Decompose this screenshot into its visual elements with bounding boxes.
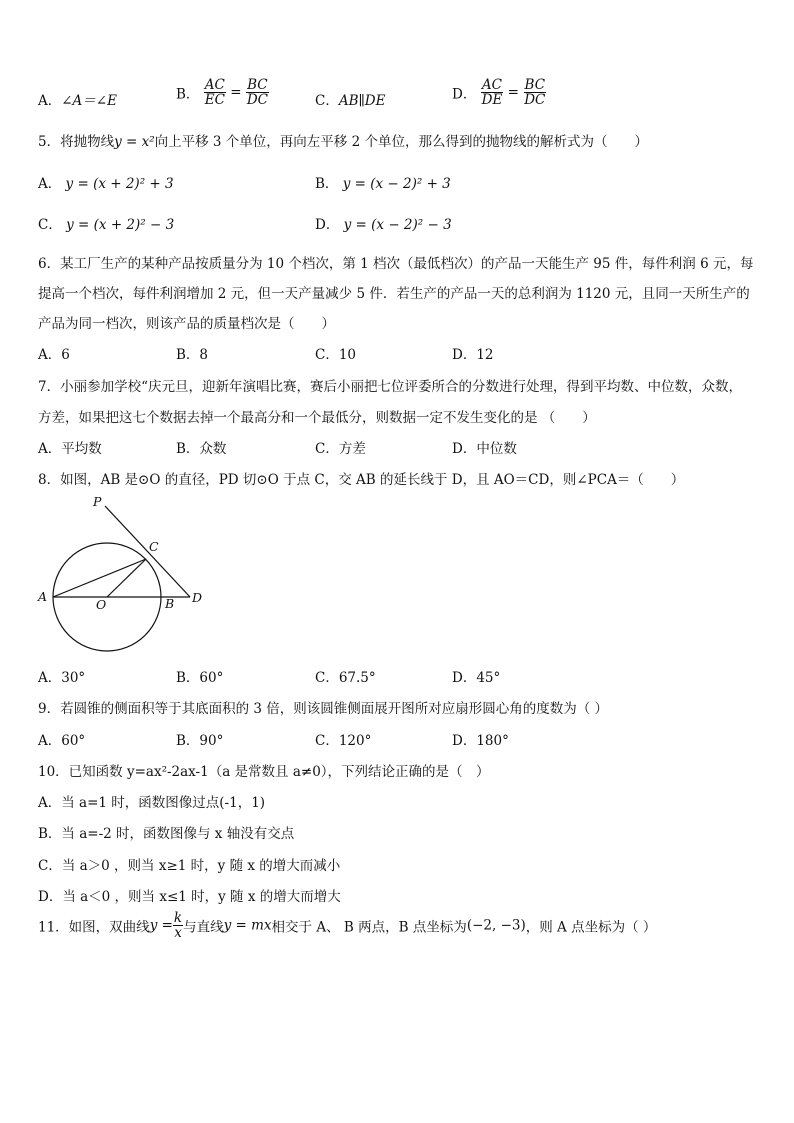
q6-stem-line-3: 产品为同一档次，则该产品的质量档次是（ ） bbox=[38, 316, 335, 332]
q10-option-b: B．当 a=-2 时，函数图像与 x 轴没有交点 bbox=[38, 826, 295, 842]
q5-option-b: B． y = (x − 2)² + 3 bbox=[315, 176, 451, 192]
q6-option-b: B．8 bbox=[176, 347, 209, 363]
q8-option-d: D．45° bbox=[452, 670, 501, 686]
q4-d-fraction-2: $\frac{BC}{DC}$ bbox=[524, 77, 546, 109]
q7-stem-line-1: 7．小丽参加学校“庆元旦，迎新年演唱比赛，赛后小丽把七位评委所合的分数进行处理，得到平均数、中位数，众数， bbox=[38, 379, 742, 395]
q4-d-label: D． bbox=[452, 86, 477, 103]
q4-option-b: B． $\frac{AC}{EC}$ = $\frac{BC}{DC}$ bbox=[176, 77, 268, 109]
q7-option-a: A．平均数 bbox=[38, 441, 102, 457]
label-o: O bbox=[96, 597, 107, 612]
q4-a-label: A． bbox=[38, 93, 62, 109]
q7-stem-line-2: 方差，如果把这七个数据去掉一个最高分和一个最低分，则数据一定不发生变化的是 （ ） bbox=[38, 410, 596, 426]
segment-ac bbox=[53, 559, 146, 597]
tangent-pd bbox=[105, 506, 190, 597]
q10-option-d: D．当 a＜0 ，则当 x≤1 时，y 随 x 的增大而增大 bbox=[38, 889, 341, 905]
q6-option-d: D．12 bbox=[452, 347, 494, 363]
q8-stem: 8．如图，AB 是⊙O 的直径，PD 切⊙O 于点 C，交 AB 的延长线于 D，且 AO＝CD，则∠PCA＝（ ） bbox=[38, 472, 685, 488]
q9-option-a: A．60° bbox=[38, 733, 86, 749]
q11-stem: 11．如图，双曲线y = $\frac{k}{x}$ 与直线y = mx相交于 A、 B 两点，B 点坐标为(−2, −3)，则 A 点坐标为（ ） bbox=[38, 910, 657, 942]
q4-d-fraction-1: $\frac{AC}{DE}$ bbox=[481, 77, 503, 109]
q9-option-d: D．180° bbox=[452, 733, 509, 749]
label-d: D bbox=[192, 590, 203, 605]
q11-k-over-x: $\frac{k}{x}$ bbox=[173, 910, 183, 942]
q4-option-c bbox=[315, 89, 385, 109]
q7-option-d: D．中位数 bbox=[452, 441, 517, 457]
q9-option-c: C．120° bbox=[315, 733, 372, 749]
q8-option-c: C．67.5° bbox=[315, 670, 376, 686]
label-p: P bbox=[93, 494, 102, 509]
q6-stem-line-1: 6．某工厂生产的某种产品按质量分为 10 个档次，第 1 档次（最低档次）的产品一天能生产 95 件，每件利润 6 元，每 bbox=[38, 256, 754, 272]
q7-option-c: C．方差 bbox=[315, 441, 366, 457]
q4-c-text: AB∥DE bbox=[338, 93, 386, 109]
q6-option-c: C．10 bbox=[315, 347, 357, 363]
q5-stem: 5．将抛物线y = x²向上平移 3 个单位，再向左平移 2 个单位，那么得到的抛物线的解析式为（ ） bbox=[38, 134, 648, 150]
q7-option-b: B．众数 bbox=[176, 441, 227, 457]
q10-stem: 10．已知函数 y=ax²-2ax-1（a 是常数且 a≠0），下列结论正确的是（ ） bbox=[38, 764, 490, 780]
q8-option-a: A．30° bbox=[38, 670, 86, 686]
q5-option-d: D． y = (x − 2)² − 3 bbox=[315, 217, 452, 233]
q9-stem: 9．若圆锥的侧面积等于其底面积的 3 倍，则该圆锥侧面展开图所对应扇形圆心角的度数为（ ） bbox=[38, 701, 609, 717]
q4-b-fraction-2: $\frac{BC}{DC}$ bbox=[246, 77, 268, 109]
label-b: B bbox=[165, 596, 175, 611]
q4-option-a bbox=[38, 89, 117, 109]
q10-option-a: A．当 a=1 时，函数图像过点(-1，1) bbox=[38, 795, 266, 811]
q4-a-text: ∠A＝∠E bbox=[61, 93, 117, 109]
q4-option-d: D． $\frac{AC}{DE}$ = $\frac{BC}{DC}$ bbox=[452, 77, 546, 109]
label-a: A bbox=[38, 589, 48, 604]
q5-option-c: C． y = (x + 2)² − 3 bbox=[38, 217, 175, 233]
q8-option-b: B．60° bbox=[176, 670, 224, 686]
segment-oc bbox=[107, 559, 146, 597]
q5-option-a: A． y = (x + 2)² + 3 bbox=[38, 176, 174, 192]
q9-option-b: B．90° bbox=[176, 733, 224, 749]
q8-geometry-figure bbox=[30, 490, 220, 660]
label-c: C bbox=[149, 539, 159, 554]
q10-option-c: C．当 a＞0 ，则当 x≥1 时，y 随 x 的增大而减小 bbox=[38, 858, 341, 874]
q4-b-fraction-1: $\frac{AC}{EC}$ bbox=[204, 77, 225, 109]
q4-c-label: C． bbox=[315, 93, 339, 109]
q5-parabola-formula: y = x² bbox=[114, 134, 155, 150]
q6-stem-line-2: 提高一个档次，每件利润增加 2 元，但一天产量减少 5 件．若生产的产品一天的总利润为 1120 元，且同一天所生产的 bbox=[38, 286, 750, 302]
q4-b-label: B． bbox=[176, 86, 200, 103]
q6-option-a: A．6 bbox=[38, 347, 70, 363]
